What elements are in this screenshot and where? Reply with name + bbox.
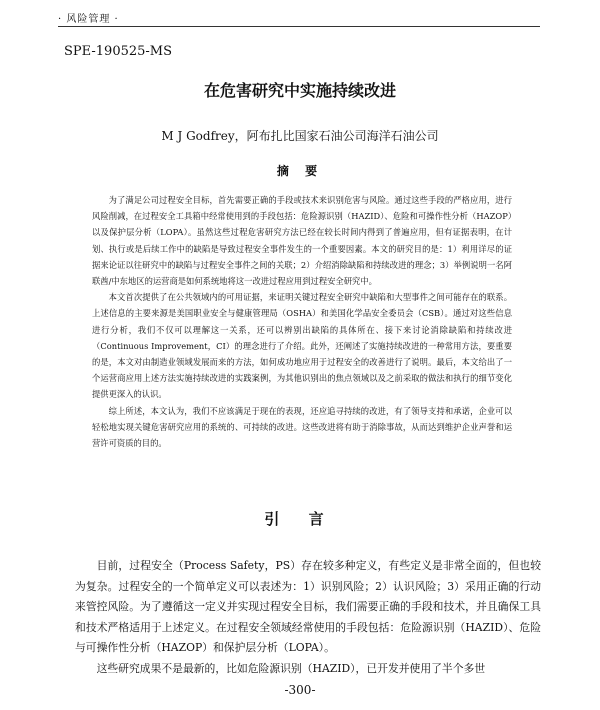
introduction-heading: 引 言 (264, 510, 336, 528)
section-tag: · 风险管理 · (58, 14, 119, 25)
paper-id: SPE-190525-MS (64, 44, 173, 59)
abstract-heading: 摘 要 (276, 164, 324, 178)
abstract-body (92, 192, 512, 451)
page-number: -300- (284, 683, 316, 697)
header-rule (58, 26, 540, 27)
abstract-paragraph: 本文首次提供了在公共领域内的可用证据，来证明关键过程安全研究中缺陷和大型事件之间可能存在的联系。上述信息的主要来源是美国职业安全与健康管理局（OSHA）和美国化学品安全委员会（CSB）。通过对这些信息进行分析，我们不仅可以理解这一关系，还可以辨别出缺陷的具体所在、接下来讨论消除缺陷和持续改进（Continuous Improvement，CI）的理念进行了介绍。此外，还阐述了实施持续改进的一种常用方法，要重要的是，本文对由制造业领域发展而来的方法，如何成功地应用于过程安全的改善进行了说明。最后，本文给出了一个运营商应用上述方法实施持续改进的实践案例，为其他识别出的焦点领域以及之前采取的做法和执行的细节变化提供更深入的认识。 (92, 292, 512, 400)
introduction-paragraph: 这些研究成果不是最新的，比如危险源识别（HAZID），已开发并使用了半个多世 (96, 661, 486, 675)
abstract-paragraph: 综上所述，本文认为，我们不应该满足于现在的表现，还应追寻持续的改进，有了领导支持和承诺，企业可以轻松地实现关键危害研究应用的系统的、可持续的改进。这些改进将有助于消除事故，从而达到维护企业声誉和运营许可资质的目的。 (92, 405, 512, 449)
introduction-paragraph: 目前，过程安全（Process Safety，PS）存在较多种定义，有些定义是非常全面的，但也较为复杂。过程安全的一个简单定义可以表述为：1）识别风险；2）认识风险；3）采用正确的行动来管控风险。为了遵循这一定义并实现过程安全目标，我们需要正确的手段和技术，并且确保工具和技术严格适用于上述定义。在过程安全领域经常使用的手段包括：危险源识别（HAZID）、危险与可操作性分析（HAZOP）和保护层分析（LOPA）。 (75, 559, 541, 654)
paper-title: 在危害研究中实施持续改进 (203, 81, 396, 100)
paper-authors: M J Godfrey，阿布扎比国家石油公司海洋石油公司 (161, 129, 439, 143)
introduction-body (75, 556, 541, 679)
abstract-paragraph: 为了满足公司过程安全目标，首先需要正确的手段或技术来识别危害与风险。通过这些手段的严格应用，进行风险削减，在过程安全工具箱中经常使用到的手段包括：危险源识别（HAZID）、危险和可操作性分析（HAZOP）以及保护层分析（LOPA）。虽然这些过程危害研究方法已经在较长时间内得到了普遍应用，但有证据表明，在计划、执行或是后续工作中的缺陷是导致过程安全事件发生的一个重要因素。本文的研究目的是：1）利用详尽的证据来论证以往研究中的缺陷与过程安全事件之间的关联；2）介绍消除缺陷和持续改进的理念；3）举例说明一名阿联酋/中东地区的运营商是如何系统地将这一改进过程应用到过程安全研究中。 (92, 195, 512, 287)
